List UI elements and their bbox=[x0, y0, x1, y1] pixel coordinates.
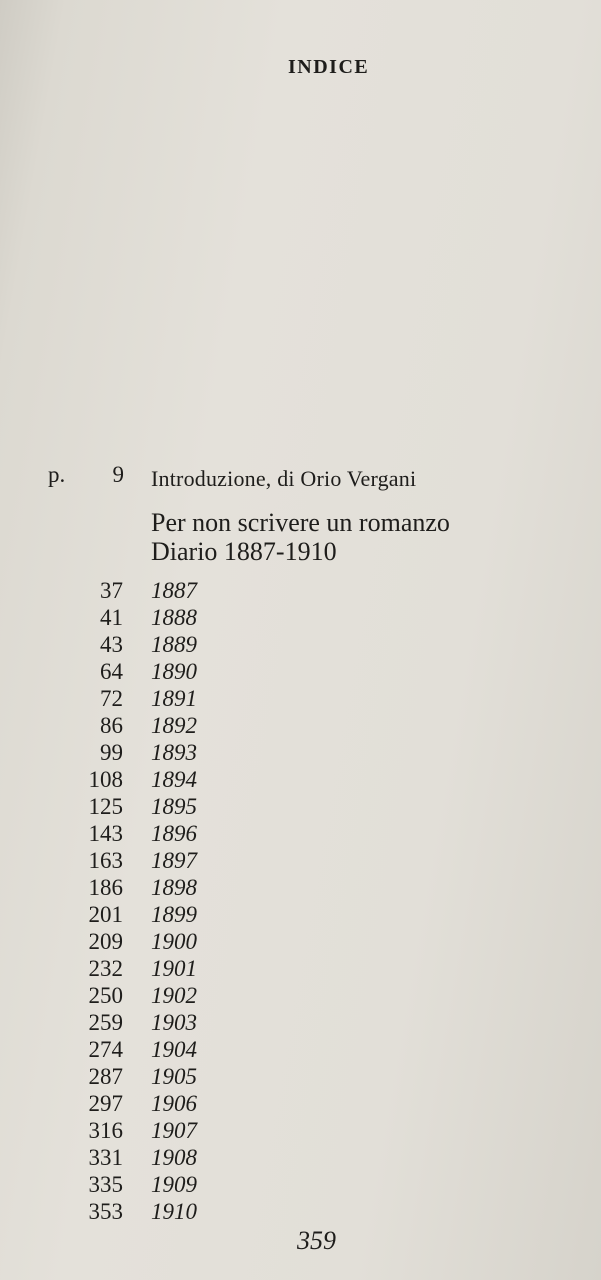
toc-entry-year: 1890 bbox=[151, 659, 197, 684]
toc-entry-year: 1902 bbox=[151, 983, 197, 1008]
toc-entry bbox=[0, 767, 601, 794]
toc-entry-year: 1900 bbox=[151, 929, 197, 954]
toc-entry-year: 1897 bbox=[151, 848, 197, 873]
toc-entry-page: 43 bbox=[100, 632, 123, 657]
toc-entry bbox=[0, 713, 601, 740]
toc-entry bbox=[0, 578, 601, 605]
toc-entry-page: 163 bbox=[88, 848, 123, 873]
section-title-line2: Diario 1887-1910 bbox=[151, 537, 337, 566]
toc-entry-year: 1887 bbox=[151, 578, 197, 603]
toc-entry-list bbox=[0, 578, 601, 1226]
toc-entry-page: 250 bbox=[88, 983, 123, 1008]
toc-entry-page: 209 bbox=[88, 929, 123, 954]
toc-entry-page: 274 bbox=[88, 1037, 123, 1062]
toc-entry-page: 232 bbox=[88, 956, 123, 981]
toc-entry-year: 1908 bbox=[151, 1145, 197, 1170]
toc-entry bbox=[0, 1064, 601, 1091]
toc-entry-year: 1895 bbox=[151, 794, 197, 819]
toc-entry-year: 1891 bbox=[151, 686, 197, 711]
toc-entry-year: 1907 bbox=[151, 1118, 197, 1143]
intro-entry-title: Introduzione, di Orio Vergani bbox=[151, 466, 417, 491]
toc-entry-page: 297 bbox=[88, 1091, 123, 1116]
toc-entry bbox=[0, 848, 601, 875]
toc-entry-year: 1906 bbox=[151, 1091, 197, 1116]
page-heading: INDICE bbox=[288, 56, 370, 78]
toc-entry bbox=[0, 821, 601, 848]
toc-entry-year: 1896 bbox=[151, 821, 197, 846]
page-number: 359 bbox=[297, 1226, 336, 1255]
toc-entry-page: 64 bbox=[100, 659, 123, 684]
toc-entry-page: 37 bbox=[100, 578, 123, 603]
toc-entry-page: 41 bbox=[100, 605, 123, 630]
toc-entry-year: 1894 bbox=[151, 767, 197, 792]
toc-entry-page: 335 bbox=[88, 1172, 123, 1197]
toc-entry-year: 1903 bbox=[151, 1010, 197, 1035]
toc-entry bbox=[0, 632, 601, 659]
toc-entry-page: 353 bbox=[88, 1199, 123, 1224]
toc-entry-year: 1889 bbox=[151, 632, 197, 657]
toc-entry-page: 143 bbox=[88, 821, 123, 846]
section-title-line1: Per non scrivere un romanzo bbox=[151, 508, 450, 537]
toc-entry-page: 316 bbox=[88, 1118, 123, 1143]
toc-entry-year: 1904 bbox=[151, 1037, 197, 1062]
toc-entry bbox=[0, 956, 601, 983]
toc-entry bbox=[0, 902, 601, 929]
toc-entry bbox=[0, 605, 601, 632]
toc-entry-page: 108 bbox=[88, 767, 123, 792]
toc-entry bbox=[0, 794, 601, 821]
toc-entry bbox=[0, 1199, 601, 1226]
toc-entry-page: 72 bbox=[100, 686, 123, 711]
toc-entry bbox=[0, 1118, 601, 1145]
toc-entry-page: 287 bbox=[88, 1064, 123, 1089]
toc-entry-year: 1892 bbox=[151, 713, 197, 738]
toc-entry-page: 86 bbox=[100, 713, 123, 738]
toc-entry bbox=[0, 1145, 601, 1172]
toc-entry-year: 1899 bbox=[151, 902, 197, 927]
toc-entry-year: 1888 bbox=[151, 605, 197, 630]
toc-entry-page: 99 bbox=[100, 740, 123, 765]
page-prefix: p. bbox=[48, 462, 66, 487]
toc-entry bbox=[0, 983, 601, 1010]
toc-entry bbox=[0, 659, 601, 686]
toc-entry bbox=[0, 1091, 601, 1118]
toc-entry bbox=[0, 740, 601, 767]
toc-entry bbox=[0, 875, 601, 902]
toc-entry bbox=[0, 686, 601, 713]
toc-entry bbox=[0, 1010, 601, 1037]
toc-entry bbox=[0, 1037, 601, 1064]
toc-entry-page: 259 bbox=[88, 1010, 123, 1035]
toc-entry bbox=[0, 929, 601, 956]
toc-entry-page: 331 bbox=[88, 1145, 123, 1170]
toc-entry-year: 1893 bbox=[151, 740, 197, 765]
toc-entry-year: 1905 bbox=[151, 1064, 197, 1089]
toc-entry-year: 1901 bbox=[151, 956, 197, 981]
toc-entry-page: 201 bbox=[88, 902, 123, 927]
toc-entry-year: 1910 bbox=[151, 1199, 197, 1224]
toc-entry-year: 1898 bbox=[151, 875, 197, 900]
toc-entry bbox=[0, 1172, 601, 1199]
toc-entry-year: 1909 bbox=[151, 1172, 197, 1197]
intro-page-number: 9 bbox=[112, 462, 124, 487]
toc-entry-page: 186 bbox=[88, 875, 123, 900]
toc-entry-page: 125 bbox=[88, 794, 123, 819]
